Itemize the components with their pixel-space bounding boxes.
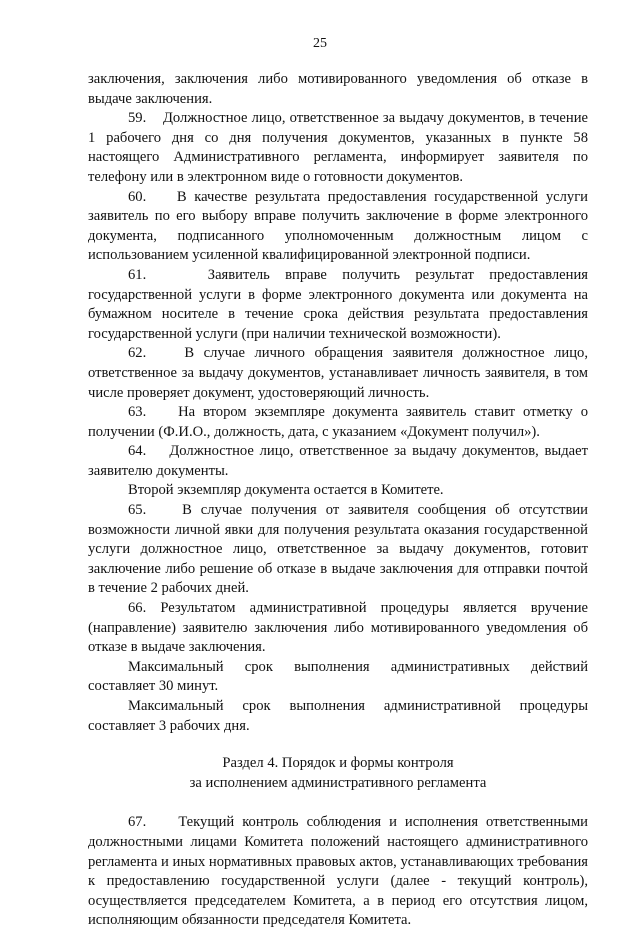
max-time-procedure: Максимальный срок выполнения административной процедуры составляет 3 рабочих дня. xyxy=(88,698,588,734)
section-heading-line2: за исполнением административного регламента xyxy=(189,774,487,791)
paragraph-66: 66. Результатом административной процедуры является вручение (направление) заявителю заключения либо мотивированного уведомления об отказе в выдаче заключения. xyxy=(88,600,588,656)
spacer xyxy=(88,736,588,754)
max-time-actions: Максимальный срок выполнения административных действий составляет 30 минут. xyxy=(88,658,588,695)
paragraph-65: 65. В случае получения от заявителя сообщения об отсутствии возможности личной явки для получения результата оказания государственной услуги должностное лицо, ответственное за выдачу документов, готовит заключение либо решение об отказе в выдаче заключения для отправки почтой в течение 2 рабочих дней. xyxy=(88,502,588,597)
paragraph-62: 62. В случае личного обращения заявителя должностное лицо, ответственное за выдачу документов, устанавливает личность заявителя, в том числе проверяет документ, удостоверяющий личность. xyxy=(88,345,588,401)
paragraph-59: 59. Должностное лицо, ответственное за выдачу документов, в течение 1 рабочего дня со дня получения документов, указанных в пункте 58 настоящего Административного регламента, информирует заявителя по телефону или в электронном виде о готовности документов. xyxy=(88,110,588,185)
section-heading-line1: Раздел 4. Порядок и формы контроля xyxy=(222,755,454,772)
paragraph-63: 63. На втором экземпляре документа заявитель ставит отметку о получении (Ф.И.О., должность, дата, с указанием «Документ получил»). xyxy=(88,404,588,440)
paragraph-61: 61. Заявитель вправе получить результат предоставления государственной услуги в форме электронного документа или документа на бумажном носителе в течение срока действия результата предоставления государственной услуги (при наличии технической возможности). xyxy=(88,266,588,342)
paragraph-60: 60. В качестве результата предоставления государственной услуги заявитель по его выбору вправе получить заключение в форме электронного документа, подписанного уполномоченным должностным лицом с использованием усиленной квалифицированной электронной подписи. xyxy=(88,188,588,264)
paragraph-67: 67. Текущий контроль соблюдения и исполнения ответственными должностными лицами Комитета положений настоящего административного регламента и иных нормативных правовых актов, устанавливающих требования к предоставлению государственной услуги (далее - текущий контроль), осуществляется председателем Комитета, а в период его отсутствия лицом, исполняющим обязанности председателя Комитета. xyxy=(88,814,588,929)
page-number: 25 xyxy=(313,36,327,51)
spacer xyxy=(88,793,588,813)
paragraph-64: 64. Должностное лицо, ответственное за выдачу документов, выдает заявителю документы. xyxy=(88,443,588,479)
document-body xyxy=(88,70,588,931)
paragraph-continuation: заключения, заключения либо мотивированного уведомления об отказе в выдаче заключения. xyxy=(88,71,588,107)
paragraph-64-note: Второй экземпляр документа остается в Комитете. xyxy=(128,482,444,499)
